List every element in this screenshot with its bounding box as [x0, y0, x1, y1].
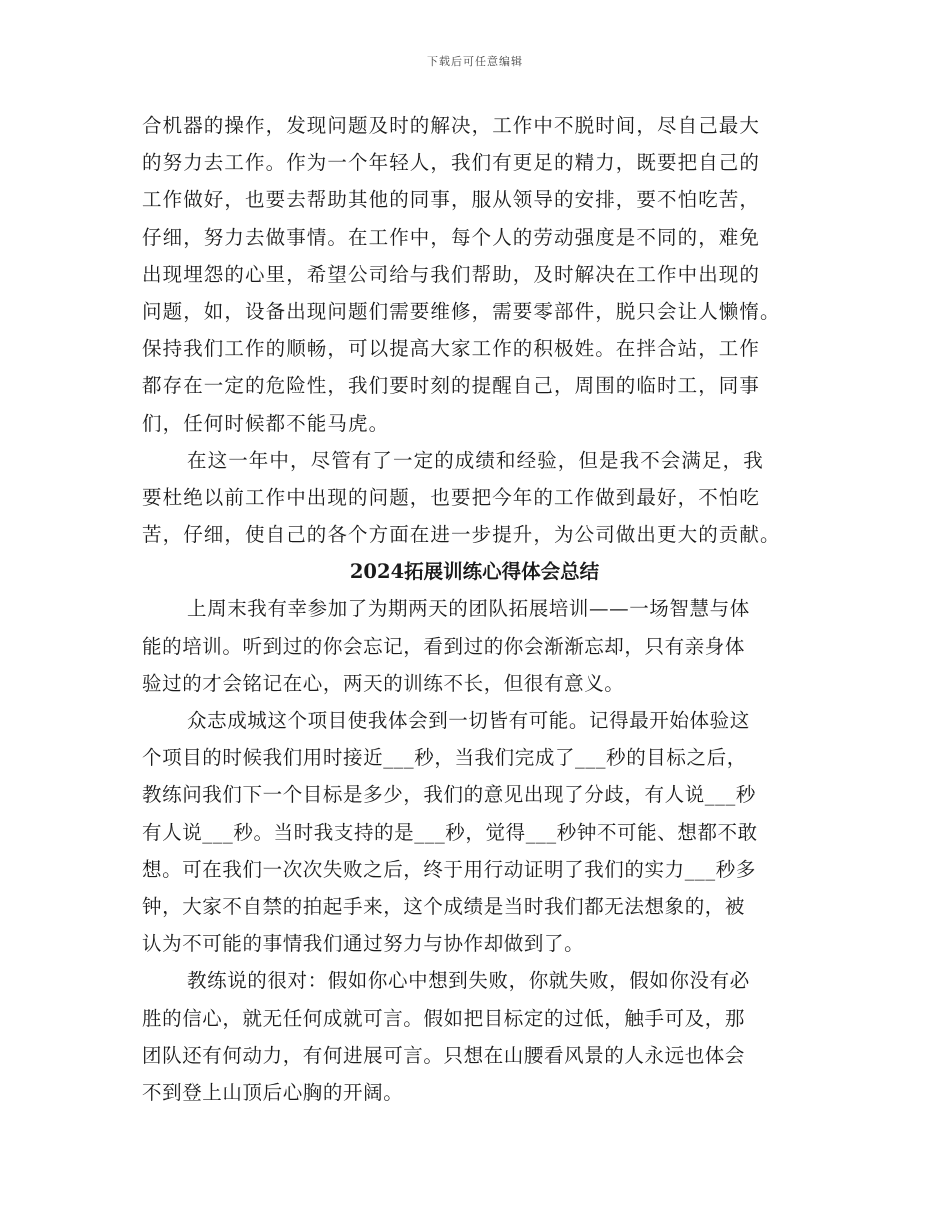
text-line: 们，任何时候都不能马虎。: [142, 411, 390, 435]
text-line: 出现埋怨的心里，希望公司给与我们帮助，及时解决在工作中出现的: [142, 262, 761, 286]
paragraph-work-summary: [142, 107, 807, 442]
text-line: 验过的才会铭记在心，两天的训练不长，但很有意义。: [142, 671, 625, 695]
text-line: 认为不可能的事情我们通过努力与协作却做到了。: [142, 932, 585, 956]
text-line: 众志成城这个项目使我体会到一切皆有可能。记得最开始体验这: [187, 709, 750, 732]
text-line: 苦，仔细，使自己的各个方面在进一步提升，为公司做出更大的贡献。: [142, 523, 781, 547]
paragraph-coach: [142, 962, 807, 1111]
text-line: 不到登上山顶后心胸的开阔。: [142, 1080, 404, 1104]
paragraph-intro: [142, 590, 807, 702]
text-line: 保持我们工作的顺畅，可以提高大家工作的积极姓。在拌合站，工作: [142, 337, 761, 361]
text-line: 合机器的操作，发现问题及时的解决，工作中不脱时间，尽自己最大: [142, 114, 761, 137]
text-line: 教练问我们下一个目标是多少，我们的意见出现了分歧，有人说___秒: [142, 783, 756, 807]
page-header: 下载后可任意编辑: [427, 55, 523, 68]
text-line: 教练说的很对：假如你心中想到失败，你就失败，假如你没有必: [187, 969, 750, 993]
section-title: 2024拓展训练心得体会总结: [349, 560, 600, 584]
text-line: 都存在一定的危险性，我们要时刻的提醒自己，周围的临时工，同事: [142, 374, 761, 398]
text-line: 在这一年中，尽管有了一定的成绩和经验，但是我不会满足，我: [187, 448, 764, 472]
text-line: 工作做好，也要去帮助其他的同事，服从领导的安排，要不怕吃苦，: [142, 188, 761, 212]
text-line: 要杜绝以前工作中出现的问题，也要把今年的工作做到最好，不怕吃: [142, 485, 761, 509]
text-line: 团队还有何动力，有何进展可言。只想在山腰看风景的人永远也体会: [142, 1043, 746, 1067]
document-body: [142, 107, 807, 1111]
paragraph-project: [142, 702, 807, 962]
text-line: 的努力去工作。作为一个年轻人，我们有更足的精力，既要把自己的: [142, 151, 761, 175]
text-line: 仔细，努力去做事情。在工作中，每个人的劳动强度是不同的，难免: [142, 225, 761, 249]
paragraph-conclusion: [142, 442, 807, 554]
text-line: 想。可在我们一次次失败之后，终于用行动证明了我们的实力___秒多: [142, 857, 756, 881]
text-line: 钟，大家不自禁的拍起手来，这个成绩是当时我们都无法想象的，被: [142, 894, 746, 918]
text-line: 个项目的时候我们用时接近___秒，当我们完成了___秒的目标之后，: [142, 746, 747, 770]
text-line: 有人说___秒。当时我支持的是___秒，觉得___秒钟不可能、想都不敢: [142, 820, 758, 844]
text-line: 上周末我有幸参加了为期两天的团队拓展培训——一场智慧与体: [187, 597, 750, 621]
text-line: 能的培训。听到过的你会忘记，看到过的你会渐渐忘却，只有亲身体: [142, 634, 746, 658]
text-line: 问题，如，设备出现问题们需要维修，需要零部件，脱只会让人懒惰。: [142, 299, 781, 323]
text-line: 胜的信心，就无任何成就可言。假如把目标定的过低，触手可及，那: [142, 1006, 746, 1030]
